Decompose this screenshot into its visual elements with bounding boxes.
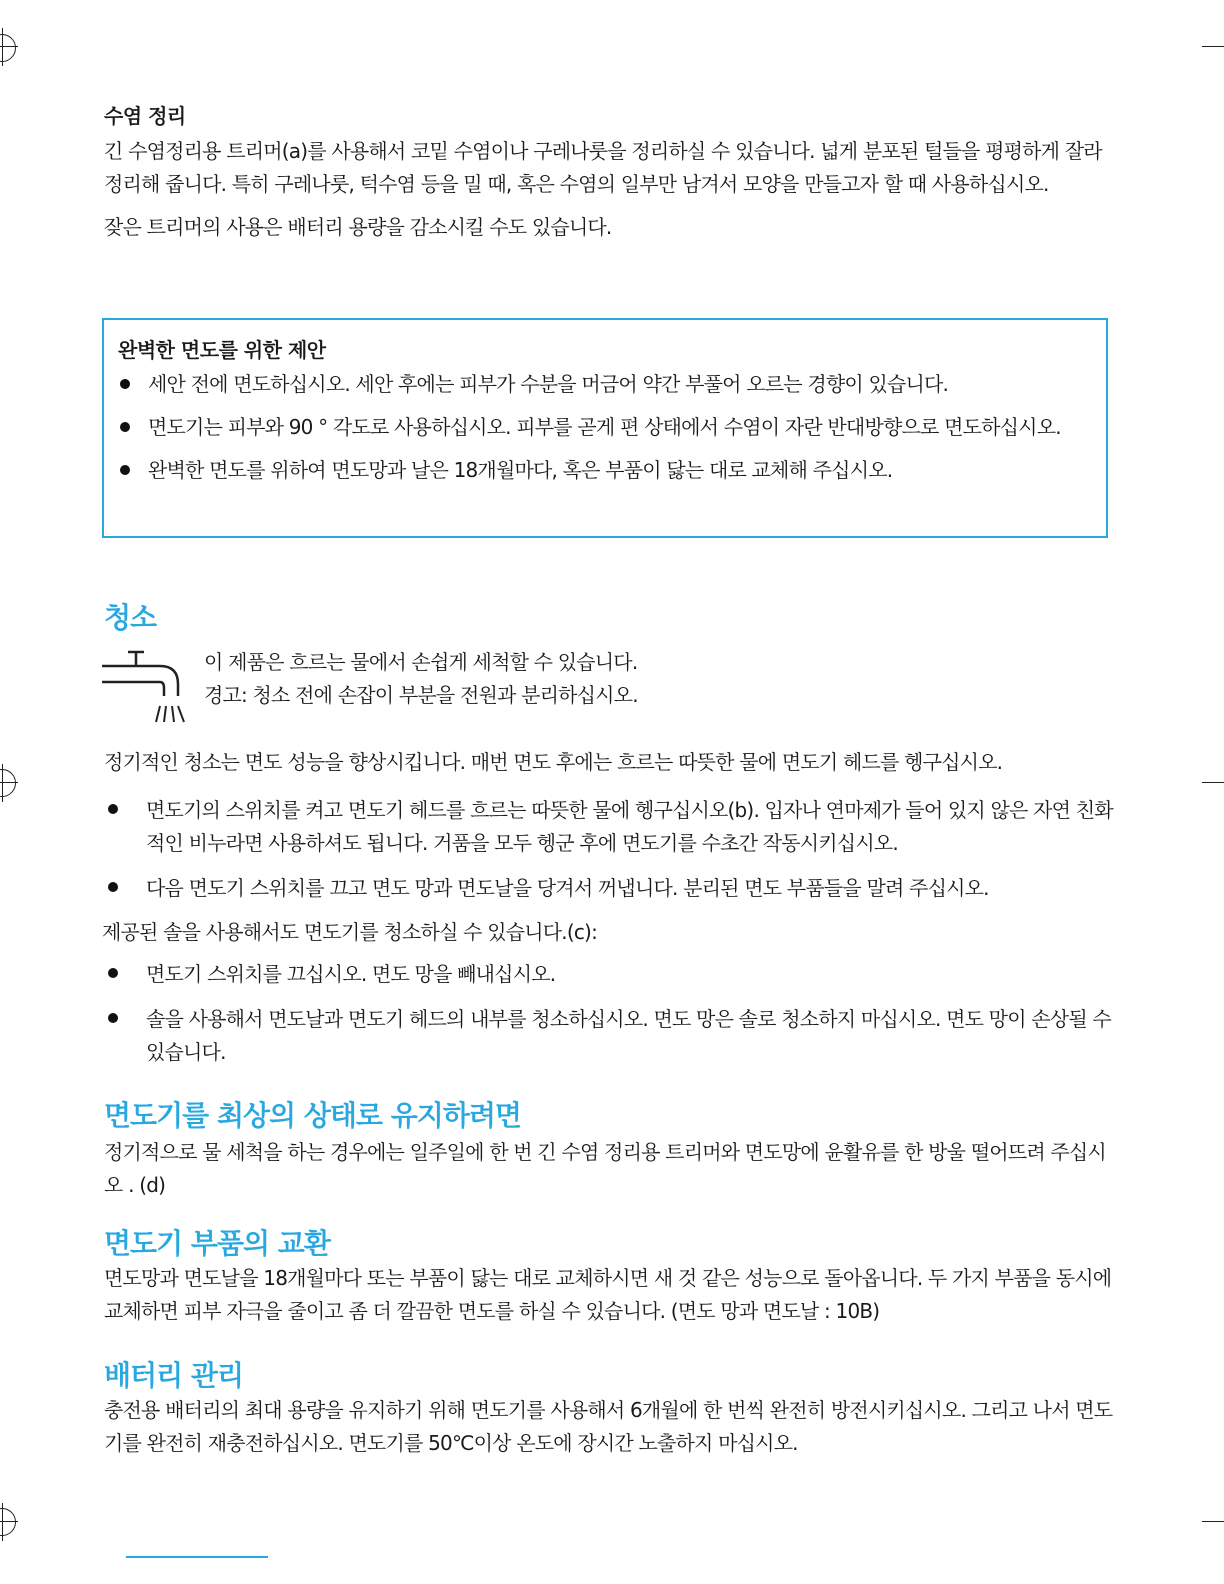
crop-mark-top-right	[1202, 46, 1224, 47]
tips-list-item: 완벽한 면도를 위하여 면도망과 날은 18개월마다, 혹은 부품이 닳는 대로 교체해 주십시오.	[118, 455, 1092, 486]
brush-step: 면도기 스위치를 끄십시오. 면도 망을 빼내십시오.	[104, 958, 1124, 991]
brush-step: 솔을 사용해서 면도날과 면도기 헤드의 내부를 청소하십시오. 면도 망은 솔로 청소하지 마십시오. 면도 망이 손상될 수 있습니다.	[104, 1003, 1124, 1069]
cleaning-step: 다음 면도기 스위치를 끄고 면도 망과 면도날을 당겨서 꺼냅니다. 분리된 면도 부품들을 말려 주십시오.	[104, 872, 1124, 905]
crop-mark-mid-right	[1202, 782, 1224, 783]
footer-accent-line	[126, 1556, 268, 1558]
crop-mark-bottom-left-v	[2, 1503, 3, 1541]
tips-list-item: 세안 전에 면도하십시오. 세안 후에는 피부가 수분을 머금어 약간 부풀어 오르는 경향이 있습니다.	[118, 369, 1092, 400]
shaving-tips-box	[102, 318, 1108, 538]
bullet-icon	[120, 465, 130, 475]
bullet-icon	[120, 379, 130, 389]
crop-mark-mid-left-v	[2, 764, 3, 802]
beard-title: 수염 정리	[104, 104, 186, 128]
water-warning	[204, 646, 638, 712]
tips-list-item: 면도기는 피부와 90 ° 각도로 사용하십시오. 피부를 곧게 편 상태에서 수염이 자란 반대방향으로 면도하십시오.	[118, 412, 1092, 443]
cleaning-title: 청소	[104, 601, 157, 634]
bullet-icon	[108, 804, 118, 814]
brush-intro: 제공된 솔을 사용해서도 면도기를 청소하실 수 있습니다.(c):	[102, 920, 598, 944]
water-washable-text: 이 제품은 흐르는 물에서 손쉽게 세척할 수 있습니다.	[204, 650, 638, 674]
parts-paragraph: 면도망과 면도날을 18개월마다 또는 부품이 닳는 대로 교체하시면 새 것 같은 성능으로 돌아옵니다. 두 가지 부품을 동시에 교체하면 피부 자극을 줄이고 좀 더 깔끔한 면도를 하실 수 있습니다. (면도 망과 면도날 : 10B)	[104, 1266, 1112, 1323]
crop-mark-top-left-v	[2, 28, 3, 66]
beard-note: 잦은 트리머의 사용은 배터리 용량을 감소시킬 수도 있습니다.	[104, 215, 612, 239]
maintain-paragraph: 정기적으로 물 세척을 하는 경우에는 일주일에 한 번 긴 수염 정리용 트리머와 면도망에 윤활유를 한 방울 떨어뜨려 주십시오 . (d)	[104, 1140, 1106, 1197]
battery-title: 배터리 관리	[104, 1359, 243, 1392]
bullet-icon	[108, 1013, 118, 1023]
beard-section	[104, 100, 1124, 244]
bullet-icon	[108, 882, 118, 892]
faucet-icon	[100, 648, 190, 724]
brush-steps-list	[104, 958, 1124, 1081]
bullet-icon	[108, 968, 118, 978]
warning-text: 경고: 청소 전에 손잡이 부분을 전원과 분리하십시오.	[204, 683, 638, 707]
cleaning-step: 면도기의 스위치를 켜고 면도기 헤드를 흐르는 따뜻한 물에 헹구십시오(b). 입자나 연마제가 들어 있지 않은 자연 친화적인 비누라면 사용하셔도 됩니다. 거품을 모두 헹군 후에 면도기를 수초간 작동시키십시오.	[104, 794, 1124, 860]
maintain-title: 면도기를 최상의 상태로 유지하려면	[104, 1099, 521, 1132]
battery-paragraph: 충전용 배터리의 최대 용량을 유지하기 위해 면도기를 사용해서 6개월에 한 번씩 완전히 방전시키십시오. 그리고 나서 면도기를 완전히 재충전하십시오. 면도기를 50℃이상 온도에 장시간 노출하지 마십시오.	[104, 1398, 1113, 1455]
tips-list	[118, 369, 1092, 486]
tips-title: 완벽한 면도를 위한 제안	[118, 338, 326, 362]
crop-mark-bottom-right	[1202, 1521, 1224, 1522]
parts-title: 면도기 부품의 교환	[104, 1227, 330, 1260]
bullet-icon	[120, 422, 130, 432]
beard-paragraph: 긴 수염정리용 트리머(a)를 사용해서 코밑 수염이나 구레나룻을 정리하실 수 있습니다. 넓게 분포된 털들을 평평하게 잘라 정리해 줍니다. 특히 구레나룻, 턱수염 등을 밀 때, 혹은 수염의 일부만 남겨서 모양을 만들고자 할 때 사용하십시오.	[104, 139, 1102, 196]
cleaning-intro: 정기적인 청소는 면도 성능을 향상시킵니다. 매번 면도 후에는 흐르는 따뜻한 물에 면도기 헤드를 헹구십시오.	[104, 750, 1003, 774]
cleaning-steps-list	[104, 794, 1124, 917]
